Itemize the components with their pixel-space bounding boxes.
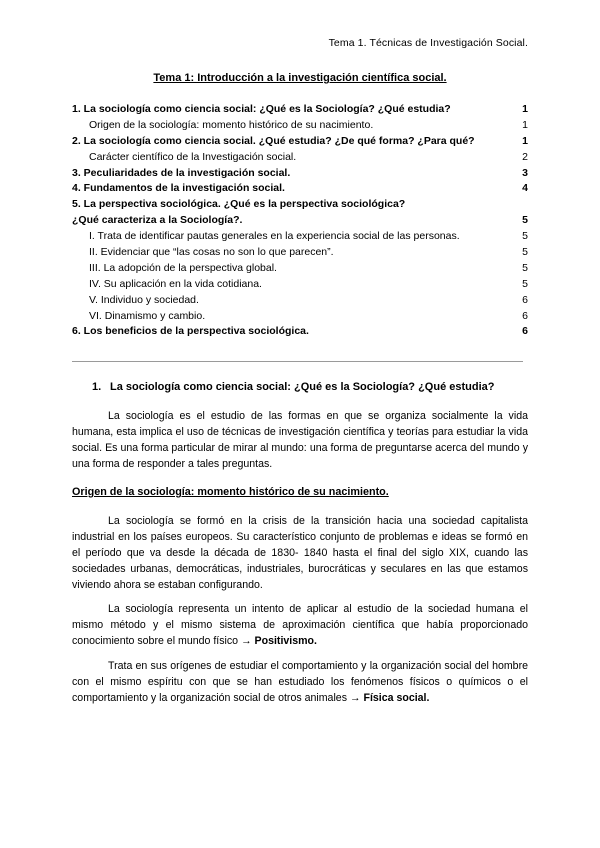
body-paragraph: La sociología representa un intento de aplicar al estudio de la sociedad humana el mismo método y el mismo sistema de aproximación científica que había proporcionado conocimiento sobre el mundo físico → Positivismo.	[72, 603, 528, 647]
toc-entry[interactable]: VI. Dinamismo y cambio. 6	[89, 309, 528, 322]
toc-entry[interactable]: III. La adopción de la perspectiva global. 5	[89, 261, 528, 274]
toc-entry[interactable]: ¿Qué caracteriza a la Sociología?. 5	[72, 214, 528, 227]
running-header: Tema 1. Técnicas de Investigación Social.	[328, 37, 528, 49]
toc-entry[interactable]: V. Individuo y sociedad. 6	[89, 293, 528, 306]
section-title: La sociología como ciencia social: ¿Qué es la Sociología? ¿Qué estudia?	[110, 381, 495, 393]
toc-entry[interactable]: II. Evidenciar que “las cosas no son lo que parecen”. 5	[89, 246, 528, 259]
toc-entry[interactable]: I. Trata de identificar pautas generales en la experiencia social de las personas. 5	[89, 230, 528, 243]
toc-entry[interactable]: 5. La perspectiva sociológica. ¿Qué es la perspectiva sociológica?	[72, 198, 406, 211]
section-number: 1.	[92, 381, 102, 393]
subsection-heading: Origen de la sociología: momento histórico de su nacimiento.	[72, 486, 389, 498]
section-divider	[72, 361, 523, 362]
table-of-contents	[72, 102, 528, 340]
toc-entry[interactable]: Origen de la sociología: momento histórico de su nacimiento. 1	[89, 118, 528, 131]
toc-entry[interactable]: IV. Su aplicación en la vida cotidiana. 5	[89, 277, 528, 290]
toc-entry[interactable]: 4. Fundamentos de la investigación social. 4	[72, 182, 528, 195]
toc-entry[interactable]: 2. La sociología como ciencia social. ¿Qué estudia? ¿De qué forma? ¿Para qué? 1	[72, 134, 528, 147]
intro-paragraph: La sociología es el estudio de las formas en que se organiza socialmente la vida humana, esta implica el uso de técnicas de investigación científica y teorías para estudiar la vida social. Es una forma particular de mirar al mundo: una forma de preguntarse acerca del mundo y una forma de responder a tales preguntas.	[72, 410, 528, 470]
toc-entry[interactable]: 6. Los beneficios de la perspectiva sociológica. 6	[72, 325, 528, 338]
bold-term: Positivismo.	[254, 635, 317, 647]
body-paragraph: Trata en sus orígenes de estudiar el comportamiento y la organización social del hombre con el mismo espíritu con que se han estudiado los fenómenos físicos o químicos o el comportamiento y la organización social de otros animales → Física social.	[72, 660, 528, 704]
section-heading	[92, 381, 494, 393]
document-title: Tema 1: Introducción a la investigación científica social.	[153, 72, 447, 84]
toc-entry[interactable]: Carácter científico de la Investigación social. 2	[89, 150, 528, 163]
toc-entry[interactable]: 1. La sociología como ciencia social: ¿Qué es la Sociología? ¿Qué estudia? 1	[72, 103, 528, 115]
body-paragraph: La sociología se formó en la crisis de la transición hacia una sociedad capitalista industrial en los países europeos. Su característico conjunto de problemas e ideas se formó en el período que va desde la década de 1830- 1840 hasta el final del siglo XIX, cuando las sociedades urbanas, democráticas, industriales, burocráticas y seculares en las que estamos viviendo ahora se estaban configurando.	[72, 515, 528, 591]
toc-entry[interactable]: 3. Peculiaridades de la investigación social. 3	[72, 166, 528, 179]
bold-term: Física social.	[363, 692, 430, 704]
